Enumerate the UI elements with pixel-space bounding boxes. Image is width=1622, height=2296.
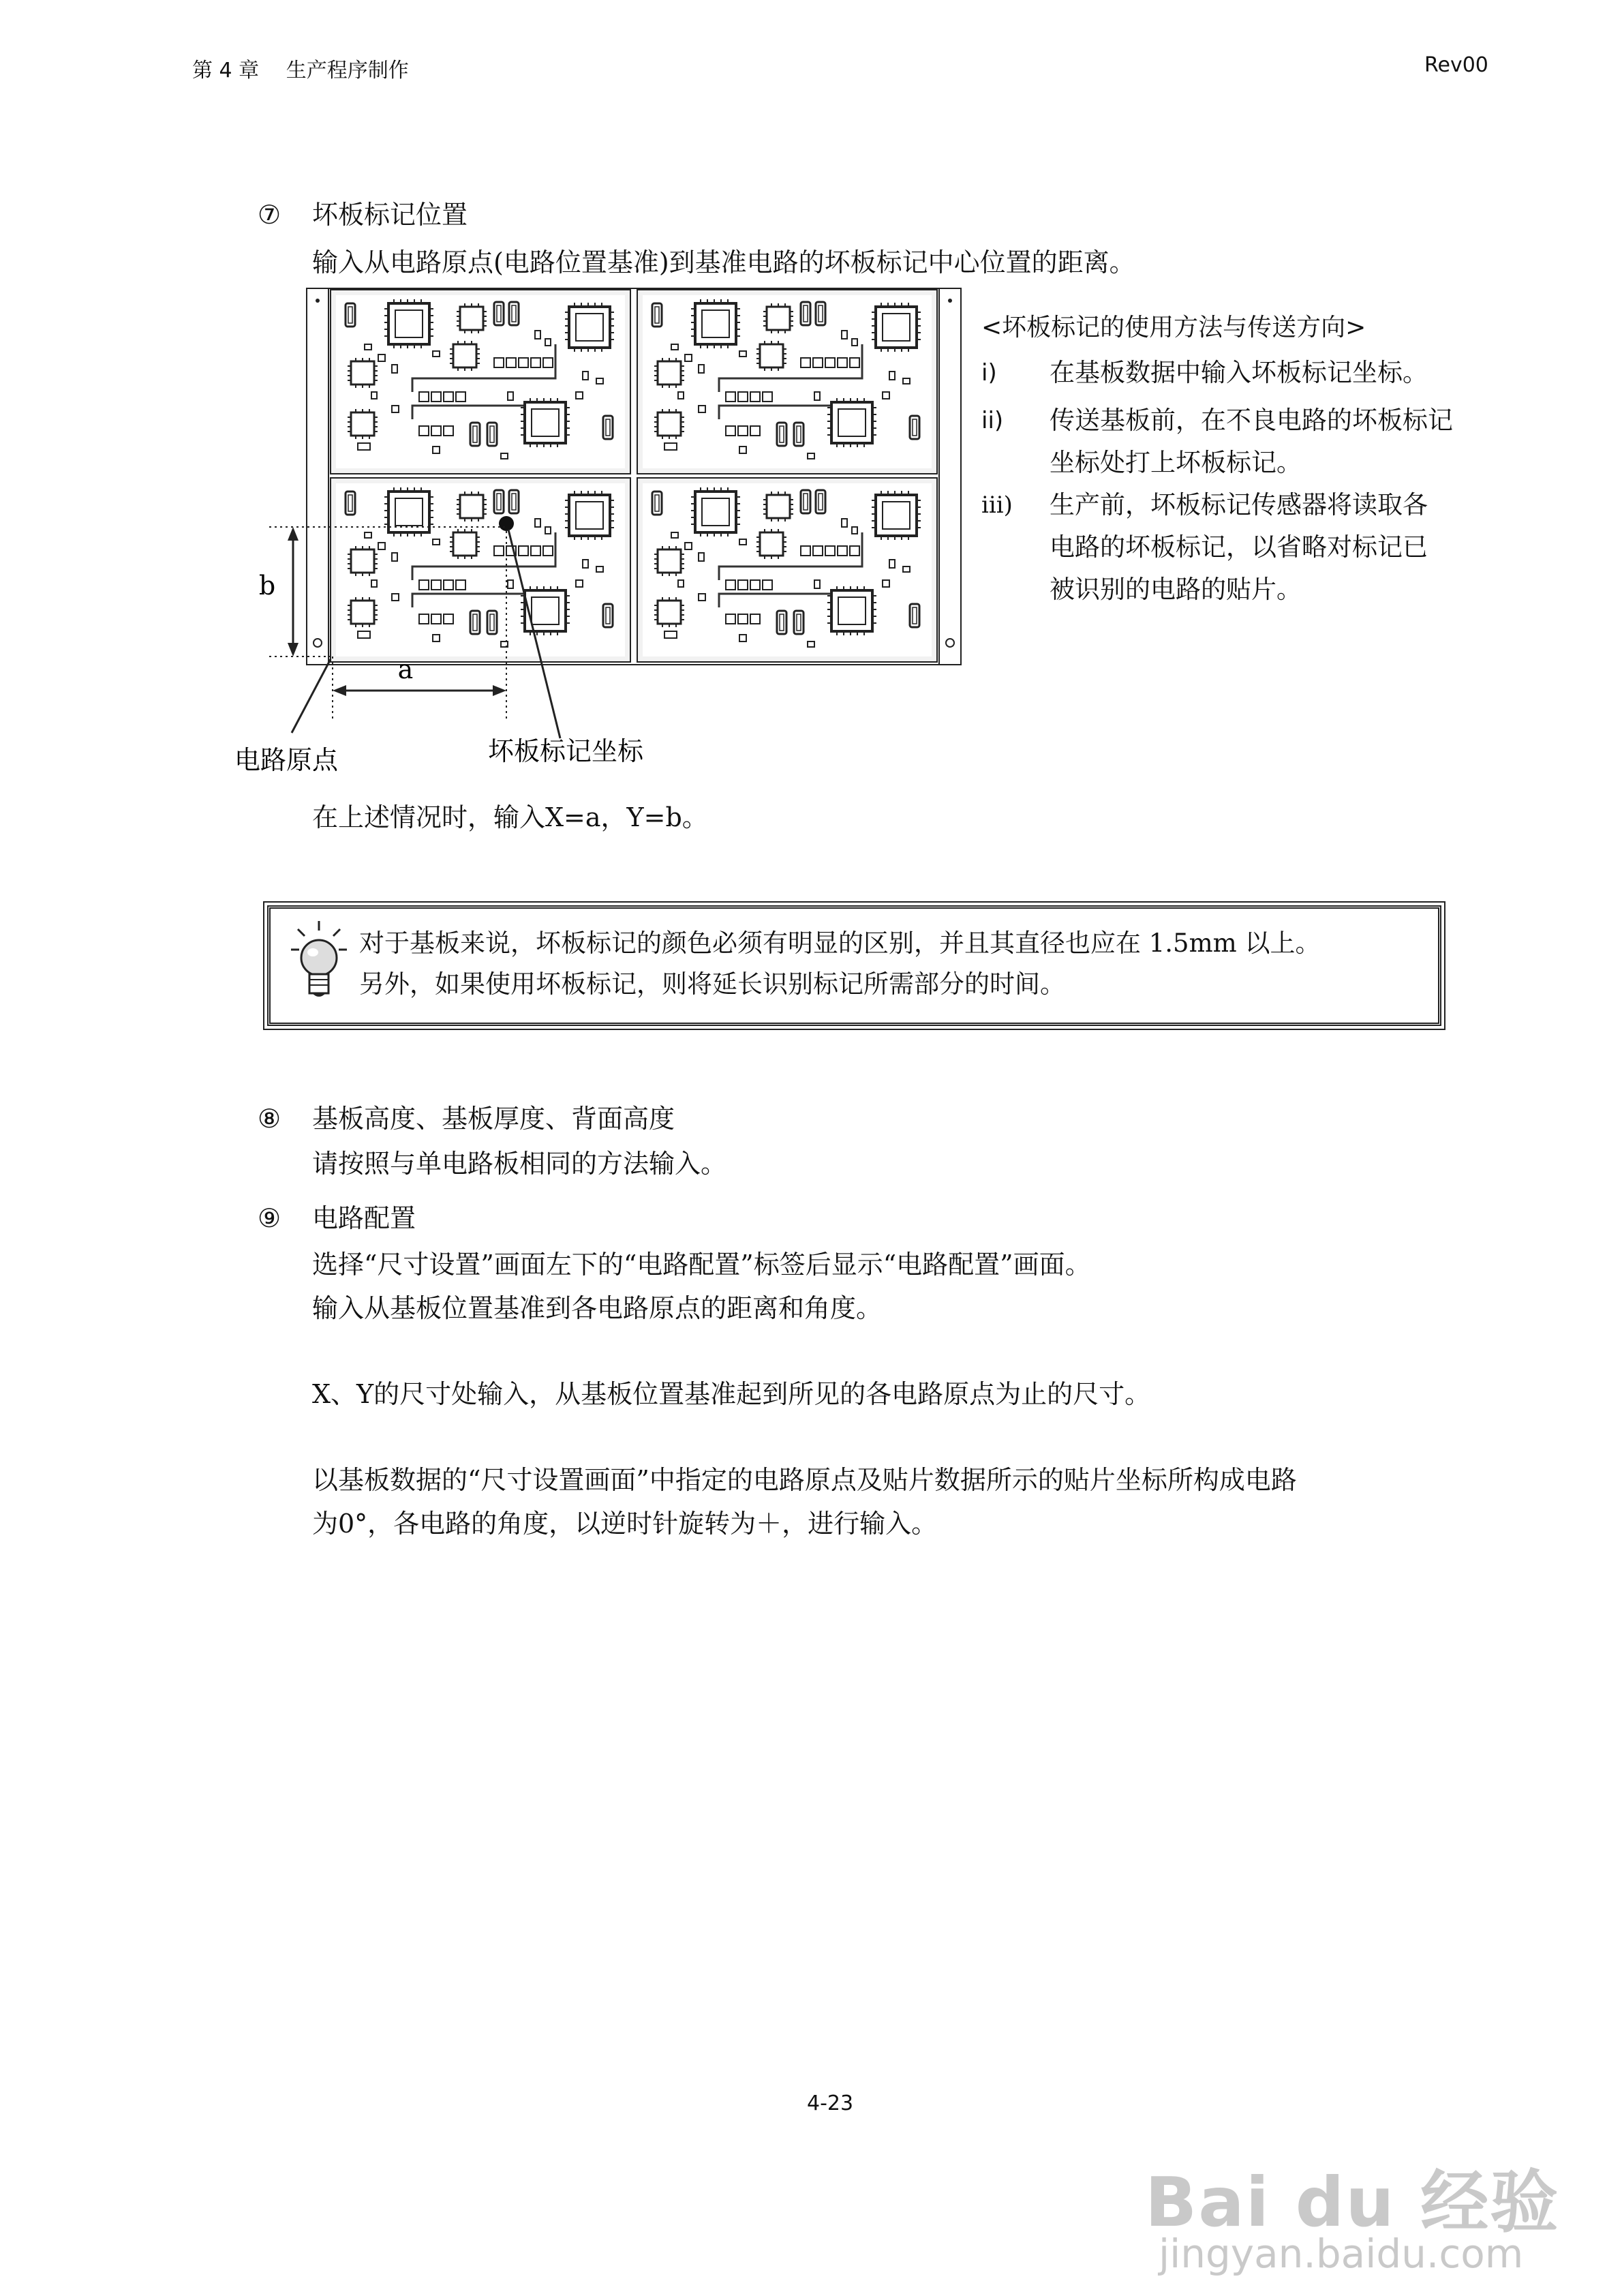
section-title: 电路配置 — [312, 1203, 416, 1233]
circuit-bottom-right — [637, 478, 937, 662]
section-9-heading — [258, 1197, 416, 1239]
section-7-example: 在上述情况时，输入X=a，Y=b。 — [312, 802, 708, 832]
usage-item-number: i) — [981, 359, 997, 387]
label-origin: 电路原点 — [234, 745, 339, 775]
usage-item-line: 坐标处打上坏板标记。 — [1050, 448, 1302, 477]
watermark-url: jingyan.baidu.com — [1159, 2231, 1524, 2277]
circuit-top-left — [331, 290, 630, 474]
usage-item-number: iii) — [981, 492, 1013, 519]
usage-item-line: 被识别的电路的贴片。 — [1050, 575, 1302, 604]
usage-item-number: ii) — [981, 407, 1004, 434]
pcb-diagram — [204, 283, 981, 787]
label-mark: 坏板标记坐标 — [487, 736, 644, 766]
circuit-top-right — [637, 290, 937, 474]
usage-item — [981, 484, 1513, 611]
revision-label: Rev00 — [1424, 53, 1488, 77]
usage-panel — [981, 307, 1513, 611]
lightbulb-icon — [288, 920, 350, 1000]
usage-item — [981, 352, 1513, 394]
note-line: 另外，如果使用坏板标记，则将延长识别标记所需部分的时间。 — [359, 969, 1065, 999]
note-line: 对于基板来说，坏板标记的颜色必须有明显的区别，并且其直径也应在 1.5mm 以上。 — [359, 928, 1321, 958]
note-box — [267, 905, 1441, 1026]
page-number: 4-23 — [807, 2091, 854, 2115]
usage-item-line: 电路的坏板标记，以省略对标记已 — [1050, 532, 1428, 562]
usage-item — [981, 399, 1513, 484]
usage-item-line: 在基板数据中输入坏板标记坐标。 — [1050, 358, 1428, 387]
usage-item-line: 生产前，坏板标记传感器将读取各 — [1050, 490, 1428, 519]
usage-title: <坏板标记的使用方法与传送方向> — [981, 314, 1366, 342]
watermark-logo: Bai du 经验 — [1145, 2162, 1560, 2242]
section-7-heading — [258, 194, 468, 236]
section-9-para3-line: 为0°，各电路的角度，以逆时针旋转为＋，进行输入。 — [312, 1509, 938, 1539]
section-7-desc: 输入从电路原点(电路位置基准)到基准电路的坏板标记中心位置的距离。 — [312, 247, 1135, 277]
section-8-line: 请按照与单电路板相同的方法输入。 — [312, 1149, 727, 1179]
section-9-line: 选择“尺寸设置”画面左下的“电路配置”标签后显示“电路配置”画面。 — [312, 1250, 1091, 1280]
section-number: ⑦ — [258, 200, 281, 230]
label-b: b — [258, 571, 276, 601]
section-number: ⑧ — [258, 1104, 281, 1134]
section-title: 基板高度、基板厚度、背面高度 — [312, 1104, 675, 1134]
bad-mark-dot — [499, 516, 514, 531]
chapter-title: 第 4 章 生产程序制作 — [192, 59, 409, 82]
section-9-para3-line: 以基板数据的“尺寸设置画面”中指定的电路原点及贴片数据所示的贴片坐标所构成电路 — [312, 1465, 1297, 1495]
section-8-heading — [258, 1098, 675, 1140]
section-number: ⑨ — [258, 1203, 281, 1233]
section-9-line: 输入从基板位置基准到各电路原点的距离和角度。 — [312, 1293, 883, 1323]
label-a: a — [397, 654, 414, 684]
circuit-bottom-left — [331, 478, 630, 662]
usage-item-line: 传送基板前，在不良电路的坏板标记 — [1050, 406, 1453, 435]
section-title: 坏板标记位置 — [312, 200, 468, 230]
section-9-para2: X、Y的尺寸处输入，从基板位置基准起到所见的各电路原点为止的尺寸。 — [312, 1379, 1151, 1409]
